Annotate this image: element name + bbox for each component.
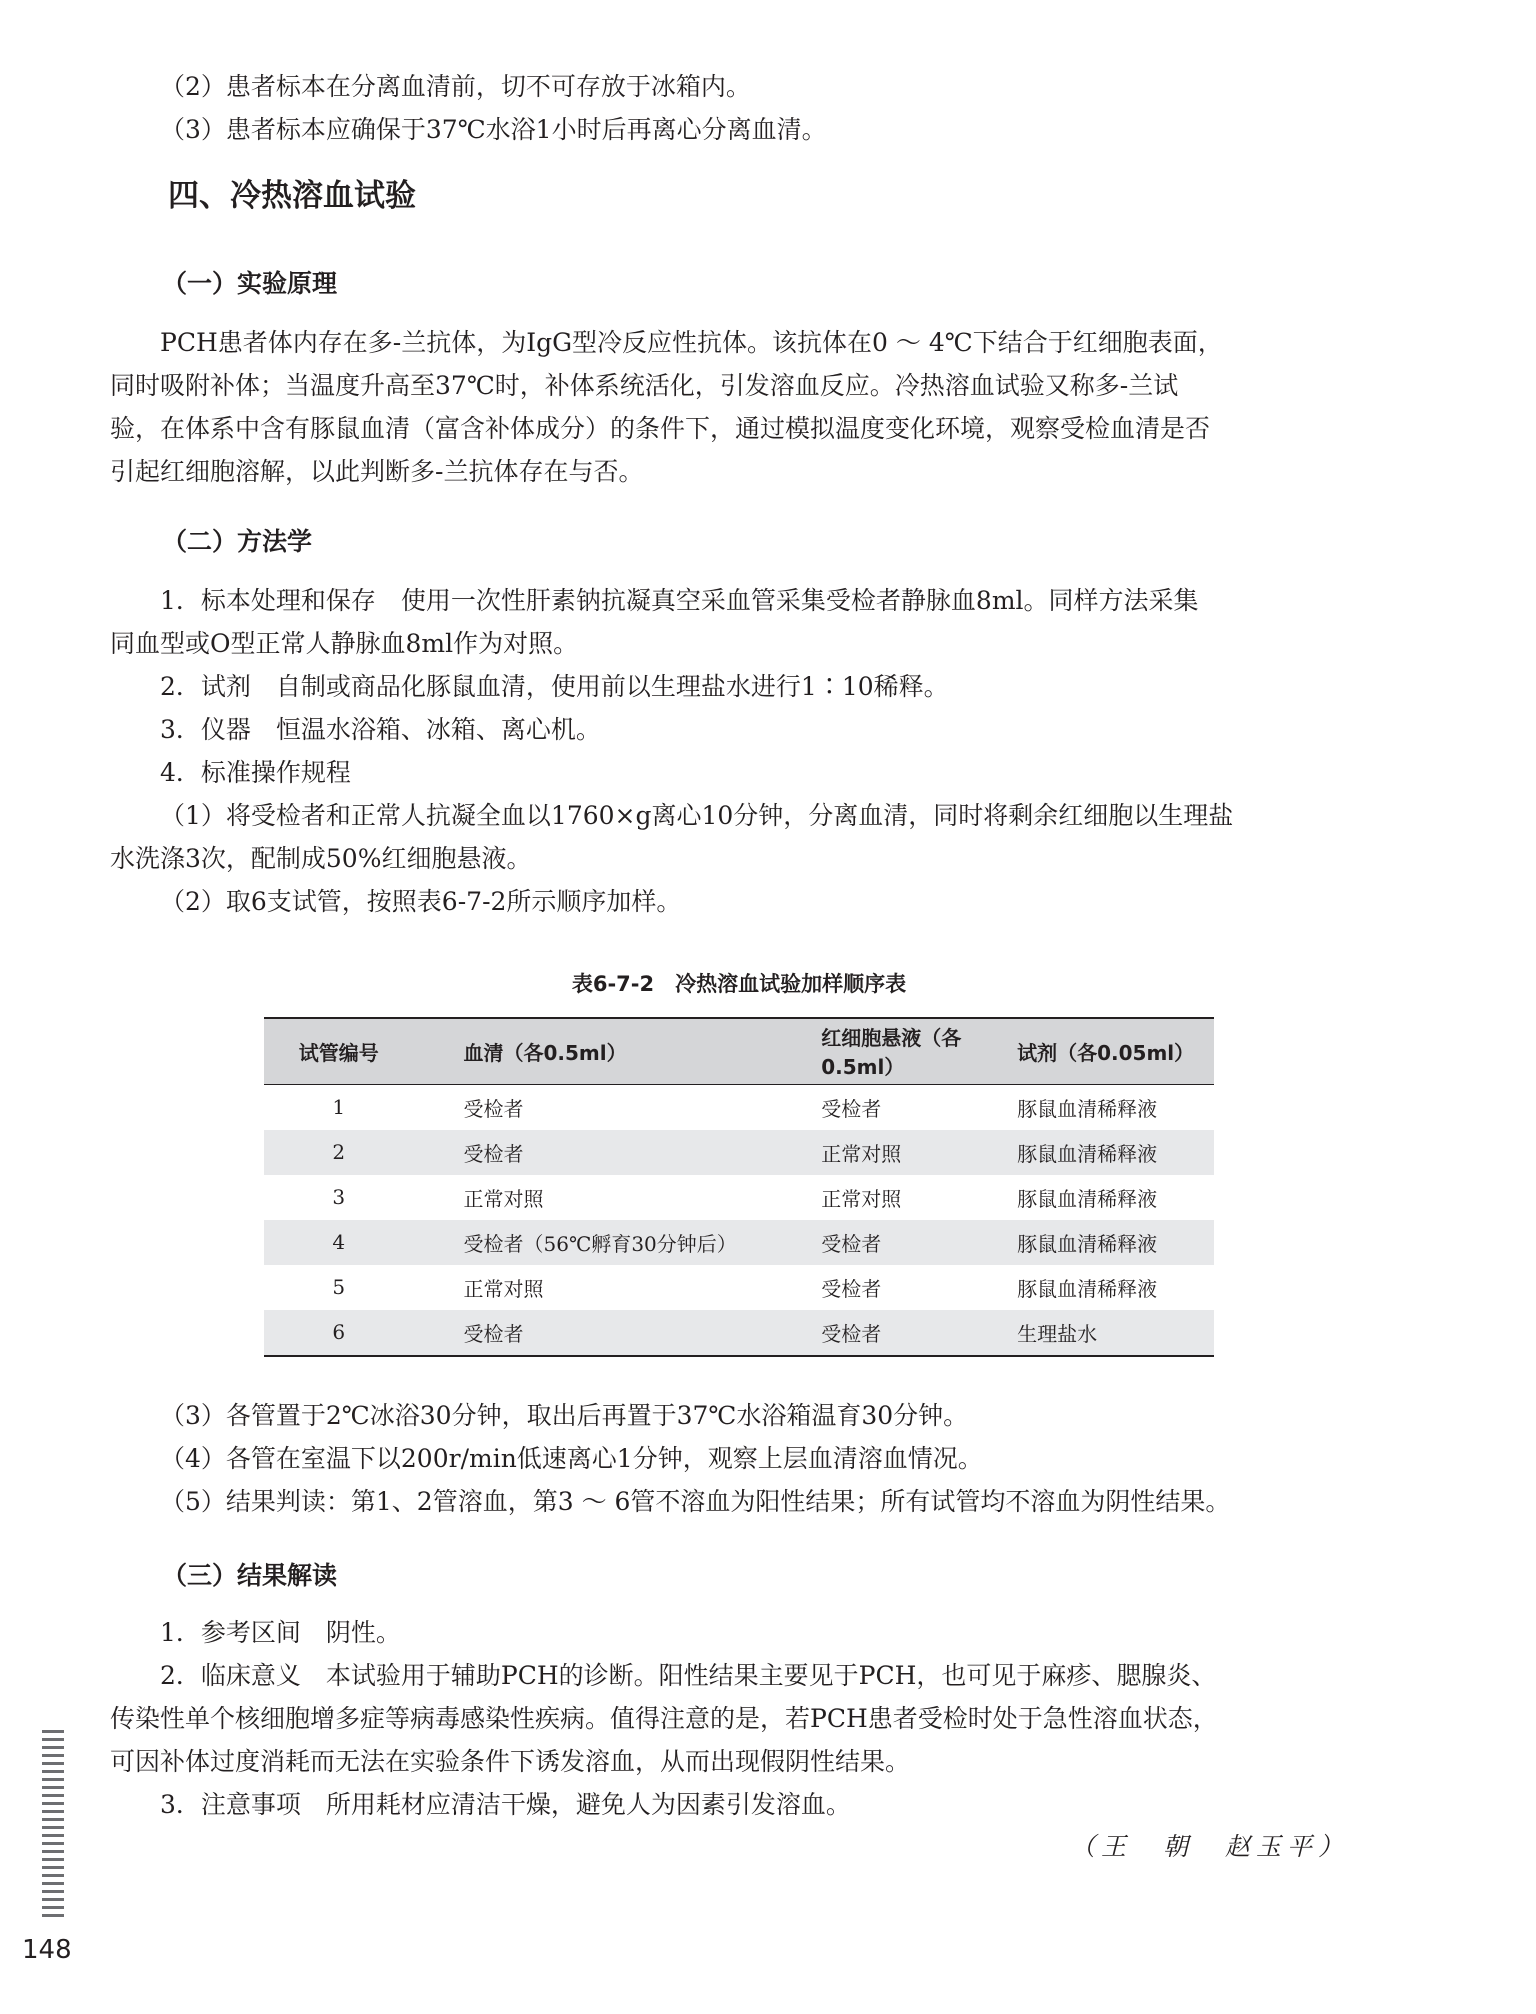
table-row (264, 1084, 1214, 1130)
result-line-2: 2．临床意义 本试验用于辅助PCH的诊断。阳性结果主要见于PCH，也可见于麻疹、腮腺炎、 (160, 1661, 1217, 1690)
intro-line-1: （2）患者标本在分离血清前，切不可存放于冰箱内。 (160, 72, 751, 101)
step-line-3: （3）各管置于2℃冰浴30分钟，取出后再置于37℃水浴箱温育30分钟。 (160, 1401, 969, 1430)
cell-reagent: 豚鼠血清稀释液 (1017, 1096, 1158, 1121)
result-line-3: 传染性单个核细胞增多症等病毒感染性疾病。值得注意的是，若PCH患者受检时处于急性溶血状态， (110, 1704, 1218, 1733)
principle-line-1: PCH患者体内存在多-兰抗体，为IgG型冷反应性抗体。该抗体在0 ～ 4℃下结合于红细胞表面， (160, 328, 1223, 357)
cell-serum: 受检者 (463, 1141, 524, 1166)
method-line-5: 4．标准操作规程 (160, 758, 351, 787)
subsection-title-method: （二）方法学 (162, 527, 313, 556)
table-header-row (264, 1018, 1214, 1084)
cell-tube: 4 (332, 1230, 346, 1254)
table-row (264, 1265, 1214, 1310)
table-row (264, 1130, 1214, 1175)
cell-rbc: 正常对照 (821, 1141, 902, 1166)
cell-tube: 3 (332, 1185, 346, 1209)
principle-line-3: 验，在体系中含有豚鼠血清（富含补体成分）的条件下，通过模拟温度变化环境，观察受检血清是否 (110, 414, 1211, 443)
cell-reagent: 豚鼠血清稀释液 (1017, 1276, 1158, 1301)
cell-rbc: 受检者 (821, 1276, 882, 1301)
cell-serum: 受检者 (414, 1310, 822, 1356)
method-line-1: 1．标本处理和保存 使用一次性肝素钠抗凝真空采血管采集受检者静脉血8ml。同样方法采集 (160, 586, 1199, 615)
cell-rbc: 受检者 (821, 1096, 882, 1121)
method-line-4: 3．仪器 恒温水浴箱、冰箱、离心机。 (160, 715, 601, 744)
method-line-6: （1）将受检者和正常人抗凝全血以1760×g离心10分钟，分离血清，同时将剩余红细胞以生理盐 (160, 801, 1234, 830)
header-serum: 血清（各0.5ml） (414, 1018, 822, 1084)
cell-tube: 5 (332, 1275, 346, 1299)
intro-line-2: （3）患者标本应确保于37℃水浴1小时后再离心分离血清。 (160, 115, 827, 144)
cell-tube: 6 (264, 1310, 414, 1356)
method-line-7: 水洗涤3次，配制成50%红细胞悬液。 (110, 844, 532, 873)
cell-rbc: 受检者 (821, 1231, 882, 1256)
principle-line-2: 同时吸附补体；当温度升高至37℃时，补体系统活化，引发溶血反应。冷热溶血试验又称多-兰试 (110, 371, 1179, 400)
table-row (264, 1310, 1214, 1356)
result-line-1: 1．参考区间 阴性。 (160, 1618, 401, 1647)
authors: （王 朝 赵玉平） (1070, 1832, 1350, 1861)
result-line-5: 3．注意事项 所用耗材应清洁干燥，避免人为因素引发溶血。 (160, 1790, 851, 1819)
cell-serum: 受检者 (463, 1096, 524, 1121)
cell-rbc: 正常对照 (821, 1186, 902, 1211)
table-row (264, 1220, 1214, 1265)
step-line-4: （4）各管在室温下以200r/min低速离心1分钟，观察上层血清溶血情况。 (160, 1444, 983, 1473)
cell-serum: 正常对照 (463, 1276, 544, 1301)
principle-line-4: 引起红细胞溶解，以此判断多-兰抗体存在与否。 (110, 457, 644, 486)
section-title: 四、冷热溶血试验 (168, 178, 416, 214)
method-line-8: （2）取6支试管，按照表6-7-2所示顺序加样。 (160, 887, 682, 916)
cell-reagent: 生理盐水 (1017, 1310, 1214, 1356)
header-tube-number: 试管编号 (264, 1018, 414, 1084)
cell-serum: 受检者（56℃孵育30分钟后） (463, 1231, 737, 1256)
method-line-3: 2．试剂 自制或商品化豚鼠血清，使用前以生理盐水进行1∶10稀释。 (160, 672, 949, 701)
table-caption: 表6-7-2 冷热溶血试验加样顺序表 (571, 972, 907, 996)
subsection-title-principle: （一）实验原理 (162, 269, 338, 298)
subsection-title-results: （三）结果解读 (162, 1561, 338, 1590)
table-row (264, 1175, 1214, 1220)
page-number: 148 (22, 1935, 72, 1965)
cell-reagent: 豚鼠血清稀释液 (1017, 1141, 1158, 1166)
cell-tube: 1 (332, 1095, 346, 1119)
margin-tick-marks (42, 1730, 64, 1922)
header-reagent: 试剂（各0.05ml） (1017, 1018, 1214, 1084)
method-line-2: 同血型或O型正常人静脉血8ml作为对照。 (110, 629, 579, 658)
cell-reagent: 豚鼠血清稀释液 (1017, 1231, 1158, 1256)
cell-reagent: 豚鼠血清稀释液 (1017, 1186, 1158, 1211)
sample-order-table (264, 1017, 1214, 1357)
header-rbc-suspension: 红细胞悬液（各0.5ml） (821, 1018, 1017, 1084)
result-line-4: 可因补体过度消耗而无法在实验条件下诱发溶血，从而出现假阴性结果。 (110, 1747, 911, 1776)
cell-rbc: 受检者 (821, 1310, 1017, 1356)
step-line-5: （5）结果判读：第1、2管溶血，第3 ～ 6管不溶血为阳性结果；所有试管均不溶血为阴性结果。 (160, 1487, 1231, 1516)
cell-tube: 2 (332, 1140, 346, 1164)
cell-serum: 正常对照 (463, 1186, 544, 1211)
